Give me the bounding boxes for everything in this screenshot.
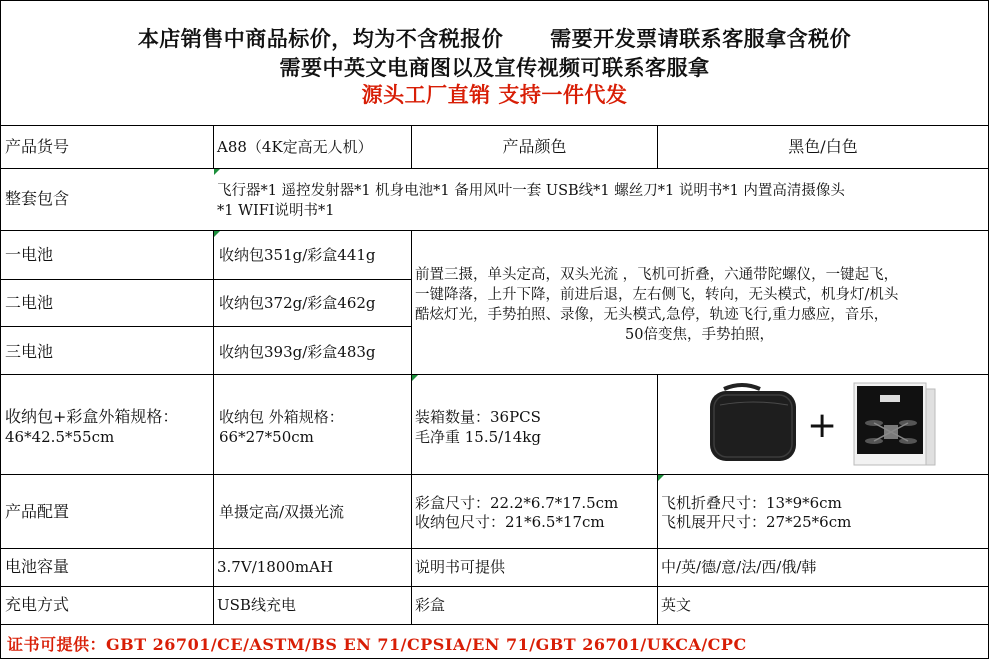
- features-line-2: 一键降落，上升下降，前进后退，左右侧飞，转向，无头模式，机身灯/机头: [415, 287, 899, 303]
- box-size-line-2: 收纳包尺寸：21*6.5*17cm: [415, 513, 605, 531]
- carton-weight: 毛净重 15.5/14kg: [415, 428, 541, 446]
- pack-type: 彩盒: [415, 596, 446, 614]
- outer-value-line-1: 收纳包 外箱规格：: [219, 408, 344, 426]
- grid-line: [1, 279, 411, 280]
- grid-line: [1, 230, 988, 231]
- plus-sign: +: [807, 405, 838, 446]
- config-value: 单摄定高/双摄光流: [219, 503, 345, 521]
- grid-line: [1, 168, 988, 169]
- product-no-label: 产品货号: [5, 137, 70, 156]
- cell-marker-icon: [214, 231, 220, 237]
- features-line-1: 前置三摄，单头定高，双头光流 ，飞机可折叠，六通带陀螺仪，一键起飞，: [415, 267, 899, 283]
- features-line-4: 50倍变焦，手势拍照，: [625, 327, 774, 343]
- carton-qty: 装箱数量：36PCS: [415, 408, 541, 426]
- grid-line: [1, 586, 988, 587]
- cell-marker-icon: [214, 169, 220, 175]
- battery-cap-label: 电池容量: [5, 557, 70, 576]
- package-label: 整套包含: [5, 189, 70, 208]
- fold-size-line-2: 飞机展开尺寸：27*25*6cm: [661, 513, 852, 531]
- grid-line: [1, 624, 988, 625]
- package-line-1: 飞行器*1 遥控发射器*1 机身电池*1 备用风叶一套 USB线*1 螺丝刀*1 说明书*1 内置高清摄像头: [217, 183, 845, 199]
- grid-line: [213, 230, 214, 624]
- battery2-value: 收纳包372g/彩盒462g: [219, 294, 376, 312]
- notice-line-1: 本店销售中商品标价，均为不含税报价 需要开发票请联系客服拿含税价: [137, 26, 852, 51]
- battery-cap-value: 3.7V/1800mAH: [217, 558, 334, 576]
- box-size-line-1: 彩盒尺寸：22.2*6.7*17.5cm: [415, 494, 619, 512]
- grid-line: [213, 125, 214, 168]
- product-no-value: A88（4K定高无人机）: [217, 138, 373, 156]
- battery3-label: 三电池: [5, 342, 54, 361]
- color-label: 产品颜色: [502, 137, 567, 156]
- battery1-label: 一电池: [5, 245, 54, 264]
- outer-label-line-1: 收纳包+彩盒外箱规格：: [5, 407, 179, 426]
- charge-value: USB线充电: [217, 596, 296, 614]
- cell-marker-icon: [658, 475, 664, 481]
- pack-lang: 英文: [661, 596, 692, 614]
- outer-label-line-2: 46*42.5*55cm: [5, 428, 115, 446]
- grid-line: [1, 326, 411, 327]
- grid-line: [1, 474, 988, 475]
- features-line-3: 酷炫灯光，手势拍照、录像，无头模式,急停，轨迹飞行,重力感应，音乐，: [415, 307, 889, 323]
- cell-marker-icon: [412, 375, 418, 381]
- drone-box-icon: [854, 383, 935, 465]
- carry-case-icon: [710, 385, 796, 461]
- grid-line: [411, 230, 412, 624]
- notice-line-3: 源头工厂直销 支持一件代发: [361, 82, 628, 107]
- certificates-footer: 证书可提供：GBT 26701/CE/ASTM/BS EN 71/CPSIA/EN 71/GBT 26701/UKCA/CPC: [7, 635, 747, 654]
- fold-size-line-1: 飞机折叠尺寸：13*9*6cm: [661, 494, 842, 512]
- charge-label: 充电方式: [5, 595, 70, 614]
- package-line-2: *1 WIFI说明书*1: [217, 203, 335, 219]
- config-label: 产品配置: [5, 502, 70, 521]
- battery2-label: 二电池: [5, 293, 54, 312]
- notice-header: [1, 1, 988, 126]
- battery1-value: 收纳包351g/彩盒441g: [219, 246, 376, 264]
- grid-line: [1, 548, 988, 549]
- color-value: 黑色/白色: [788, 137, 858, 156]
- battery3-value: 收纳包393g/彩盒483g: [219, 343, 376, 361]
- manual-label: 说明书可提供: [415, 558, 506, 576]
- outer-value-line-2: 66*27*50cm: [219, 428, 314, 446]
- manual-langs: 中/英/德/意/法/西/俄/韩: [661, 558, 817, 576]
- notice-line-2: 需要中英文电商图以及宣传视频可联系客服拿: [279, 55, 710, 80]
